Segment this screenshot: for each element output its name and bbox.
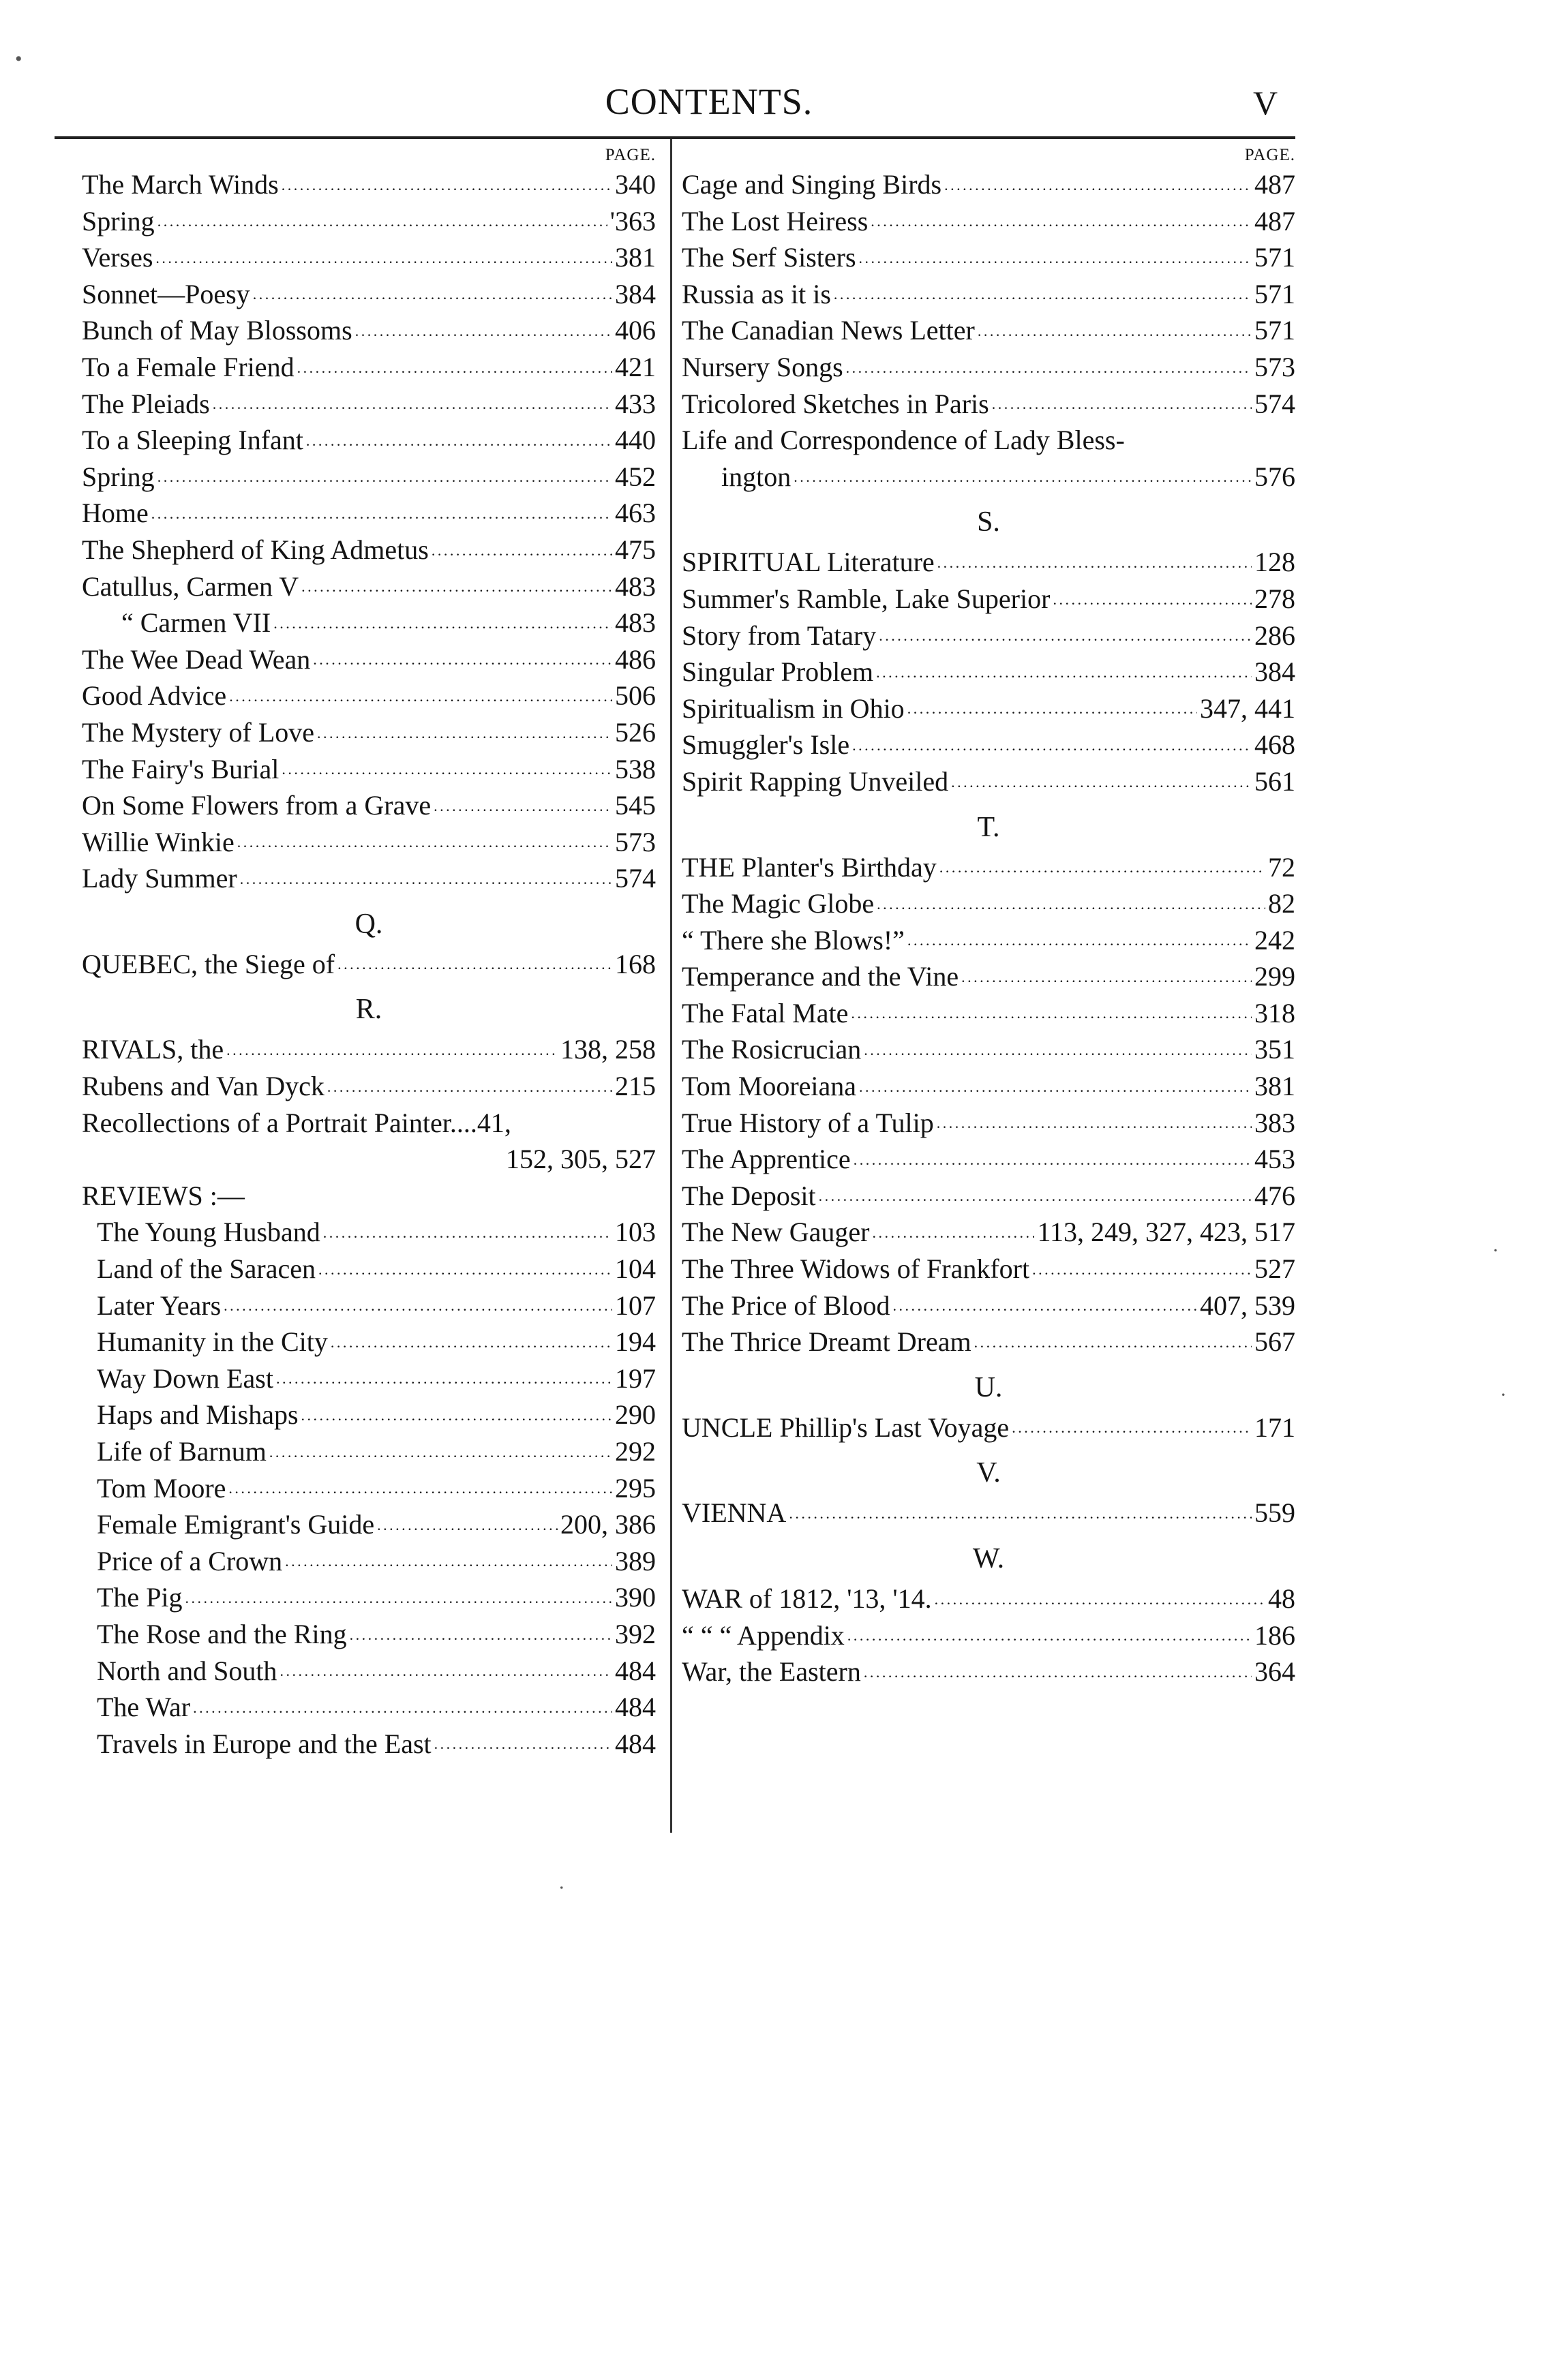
toc-entry: The Serf Sisters . . . 571 [682,239,1295,276]
right-column [682,144,1295,1690]
toc-entry: The Lost Heiress . . . 487 [682,203,1295,240]
toc-entry: The Deposit . . . 476 [682,1178,1295,1215]
toc-entry: “ “ “ Appendix . . . 186 [682,1617,1295,1654]
toc-entry: Tom Mooreiana . . . 381 [682,1068,1295,1105]
toc-entry: The New Gauger . . . 113, 249, 327, 423, 517 [682,1214,1295,1251]
section-letter-t: T. [977,811,1000,843]
toc-entry: The Canadian News Letter . . . 571 [682,312,1295,349]
toc-entry-recollections-pages: 152, 305, 527 [506,1144,656,1175]
header-rule [55,136,1295,139]
toc-entry: Bunch of May Blossoms . . . 406 [82,312,656,349]
toc-entry: True History of a Tulip . . . 383 [682,1105,1295,1142]
toc-entry: “ Carmen VII . . . 483 [82,605,656,641]
scan-speck: · [1500,1384,1507,1406]
toc-entry: UNCLE Phillip's Last Voyage . . . 171 [682,1409,1295,1446]
column-divider [670,139,672,1833]
scan-speck: • [15,48,22,70]
toc-entry: Spring . . . 452 [82,459,656,495]
toc-entry: Summer's Ramble, Lake Superior . . . 278 [682,581,1295,617]
review-entry: The Young Husband . . . 103 [82,1214,656,1251]
review-entry: The Pig . . . 390 [82,1579,656,1616]
review-entry: Humanity in the City . . . 194 [82,1324,656,1360]
scan-speck: . [1493,1234,1498,1256]
toc-entry: The Rosicrucian . . . 351 [682,1031,1295,1068]
toc-entry: Sonnet—Poesy . . . 384 [82,276,656,313]
toc-entry: Verses . . . 381 [82,239,656,276]
toc-entry: Spirit Rapping Unveiled . . . 561 [682,763,1295,800]
scan-speck: . [559,1871,564,1893]
review-entry: North and South . . . 484 [82,1653,656,1690]
section-letter-q: Q. [355,908,383,940]
review-entry: Land of the Saracen . . . 104 [82,1251,656,1287]
toc-entry: The Shepherd of King Admetus . . . 475 [82,532,656,568]
review-entry: Later Years . . . 107 [82,1287,656,1324]
page-column-header: PAGE. [605,146,656,164]
toc-entry: Home . . . 463 [82,495,656,532]
toc-entry: The Thrice Dreamt Dream . . . 567 [682,1324,1295,1360]
toc-entry: Nursery Songs . . . 573 [682,349,1295,386]
toc-entry: Willie Winkie . . . 573 [82,824,656,861]
toc-entry: Tricolored Sketches in Paris . . . 574 [682,386,1295,423]
section-letter-w: W. [972,1543,1005,1574]
toc-entry: Spiritualism in Ohio . . . 347, 441 [682,690,1295,727]
toc-entry: QUEBEC, the Siege of . . . 168 [82,946,656,983]
toc-entry: The Fairy's Burial . . . 538 [82,751,656,788]
page-column-header: PAGE. [1244,146,1295,164]
toc-entry: On Some Flowers from a Grave . . . 545 [82,787,656,824]
toc-entry: VIENNA . . . 559 [682,1495,1295,1531]
toc-entry: Smuggler's Isle . . . 468 [682,727,1295,763]
toc-entry: “ There she Blows!” . . . 242 [682,922,1295,959]
toc-entry: The Pleiads . . . 433 [82,386,656,423]
running-head [0,80,1553,135]
reviews-heading: REVIEWS :— [82,1180,245,1211]
toc-entry: Singular Problem . . . 384 [682,654,1295,690]
toc-entry: The Price of Blood . . . 407, 539 [682,1287,1295,1324]
toc-entry: Russia as it is . . . 571 [682,276,1295,313]
toc-entry: To a Female Friend . . . 421 [82,349,656,386]
toc-entry: Lady Summer . . . 574 [82,860,656,897]
review-entry: The Rose and the Ring . . . 392 [82,1616,656,1653]
section-letter-v: V. [976,1457,1001,1489]
toc-entry: Good Advice . . . 506 [82,677,656,714]
left-column [82,144,656,1762]
toc-entry: RIVALS, the . . . 138, 258 [82,1031,656,1068]
toc-entry: WAR of 1812, '13, '14. . . . 48 [682,1581,1295,1617]
review-entry: Haps and Mishaps . . . 290 [82,1397,656,1433]
section-letter-u: U. [974,1371,1003,1403]
toc-entry: Story from Tatary . . . 286 [682,617,1295,654]
toc-entry: The Mystery of Love . . . 526 [82,714,656,751]
toc-entry: To a Sleeping Infant . . . 440 [82,422,656,459]
toc-entry: Spring . . . '363 [82,203,656,240]
toc-entry: Temperance and the Vine . . . 299 [682,958,1295,995]
toc-entry: The Three Widows of Frankfort . . . 527 [682,1251,1295,1287]
toc-entry: War, the Eastern . . . 364 [682,1653,1295,1690]
toc-entry-lady-blessington: Life and Correspondence of Lady Bless- [682,425,1125,456]
toc-entry: Catullus, Carmen V . . . 483 [82,568,656,605]
toc-entry: ington . . . 576 [682,459,1295,495]
toc-entry-recollections: Recollections of a Portrait Painter....41, [82,1107,511,1138]
toc-entry: The Wee Dead Wean . . . 486 [82,641,656,678]
toc-entry: The Fatal Mate . . . 318 [682,995,1295,1032]
section-letter-r: R. [355,994,382,1026]
review-entry: Tom Moore . . . 295 [82,1470,656,1507]
toc-entry: The March Winds . . . 340 [82,166,656,203]
page-title: CONTENTS. [605,81,813,122]
review-entry: Travels in Europe and the East . . . 484 [82,1726,656,1763]
review-entry: Life of Barnum . . . 292 [82,1433,656,1470]
review-entry: Price of a Crown . . . 389 [82,1543,656,1580]
toc-entry: Cage and Singing Birds . . . 487 [682,166,1295,203]
page-number: V [1253,84,1278,122]
toc-entry: The Apprentice . . . 453 [682,1141,1295,1178]
section-letter-s: S. [977,506,1000,538]
toc-entry: THE Planter's Birthday . . . 72 [682,849,1295,886]
toc-entry: SPIRITUAL Literature . . . 128 [682,544,1295,581]
review-entry: Way Down East . . . 197 [82,1360,656,1397]
review-entry: The War . . . 484 [82,1689,656,1726]
review-entry: Female Emigrant's Guide . . . 200, 386 [82,1506,656,1543]
toc-entry: Rubens and Van Dyck . . . 215 [82,1068,656,1105]
toc-entry: The Magic Globe . . . 82 [682,885,1295,922]
